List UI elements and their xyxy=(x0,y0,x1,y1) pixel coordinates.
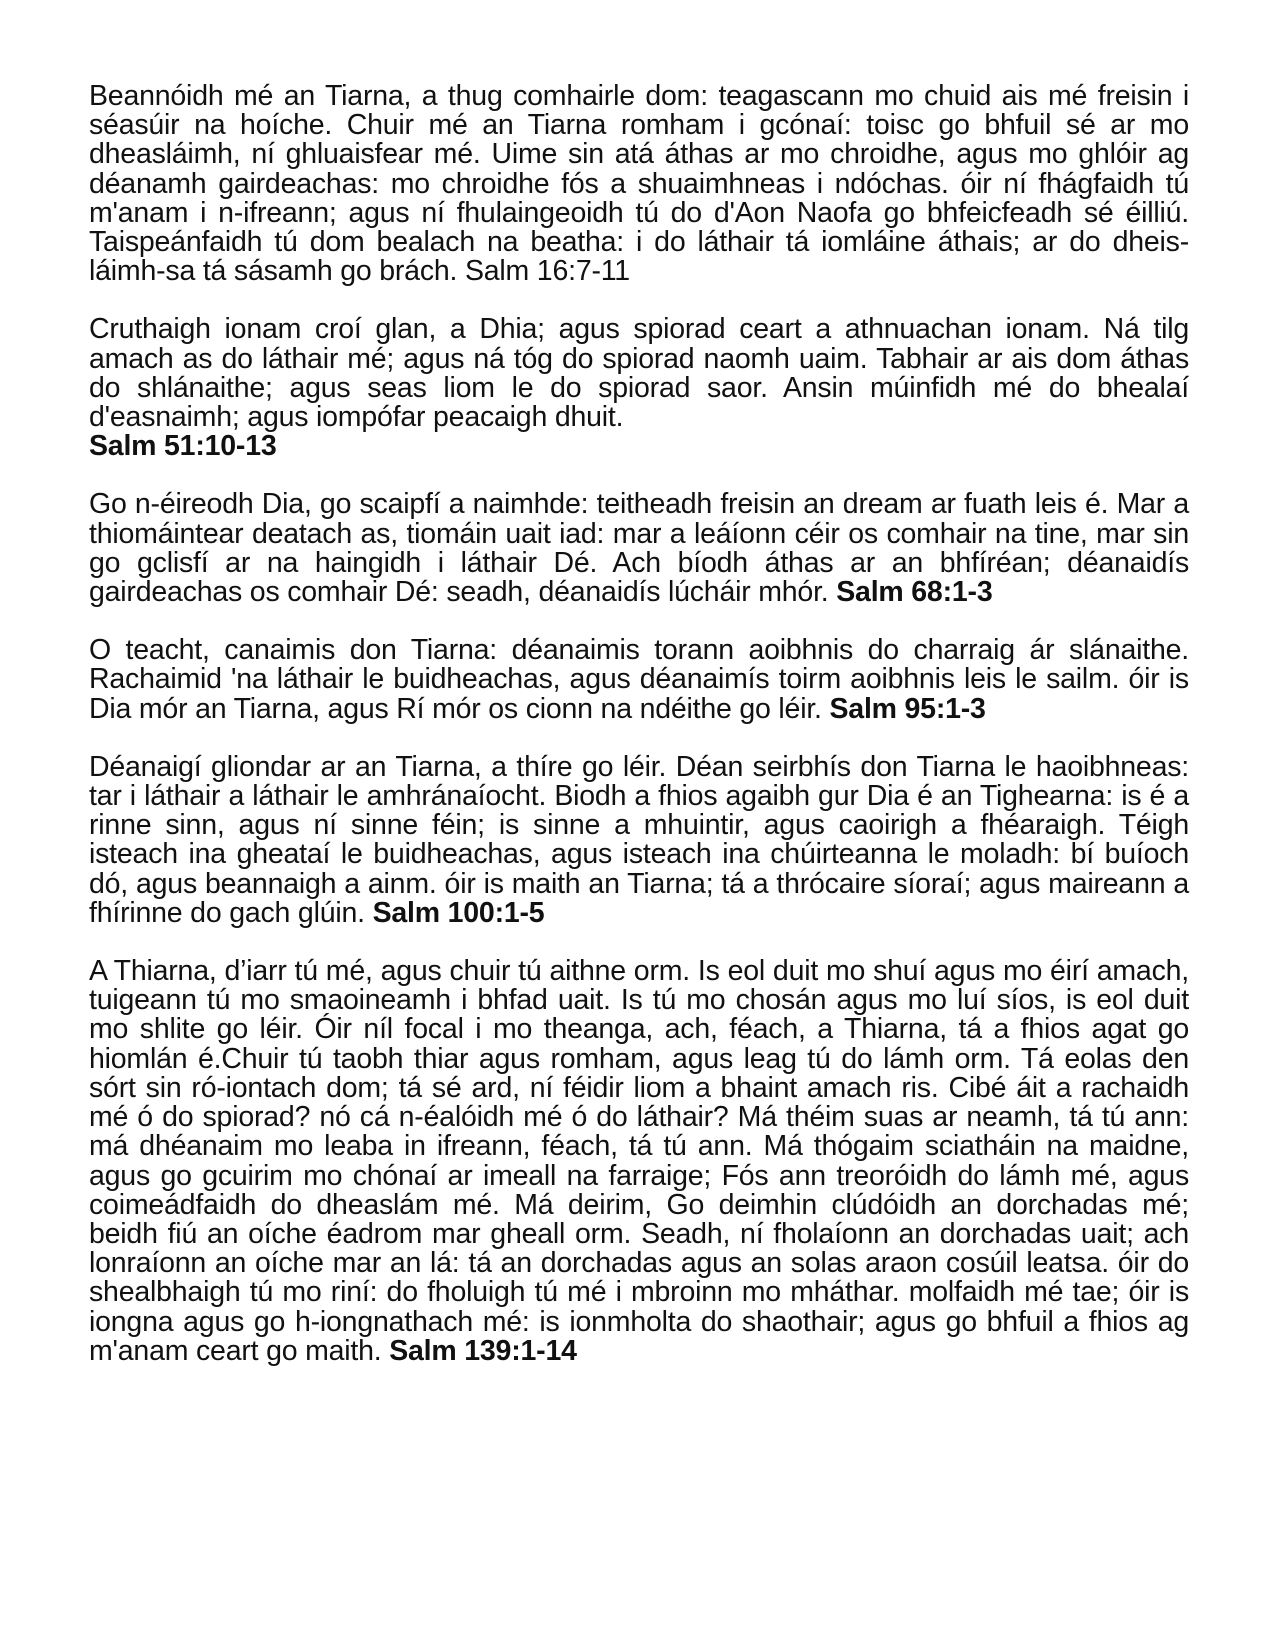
psalm-68-passage xyxy=(89,490,1189,607)
passage-reference: Salm 68:1-3 xyxy=(836,576,993,609)
passage-text: Déanaigí gliondar ar an Tiarna, a thíre go léir. Déan seirbhís don Tiarna le haoibhneas: tar i láthair a láthair le amhránaíocht. Biodh a fhios agaibh gur Dia é an Tighearna: is é a rinne sinn, agus ní sinne féin; is sinne a mhuintir, agus caoirigh a fhéaraigh. Téigh isteach ina gheataí le buidheachas, agus isteach ina chúirteanna le moladh: bí buíoch dó, agus beannaigh a ainm. óir is maith an Tiarna; tá a thrócaire síoraí; agus maireann a fhírinne do gach glúin. xyxy=(89,750,1189,929)
psalm-16-passage xyxy=(89,82,1189,286)
document-page xyxy=(89,82,1189,1395)
psalm-95-passage xyxy=(89,636,1189,724)
psalm-51-passage xyxy=(89,315,1189,461)
psalm-100-passage xyxy=(89,750,1189,929)
passage-reference: Salm 51:10-13 xyxy=(89,430,277,463)
passage-text: O teacht, canaimis don Tiarna: déanaimis torann aoibhnis do charraig ár slánaithe. Rachaimid 'na láthair le buidheachas, agus déanaimís toirm aoibhnis leis le sailm. óir is Dia mór an Tiarna, agus Rí mór os cionn na ndéithe go léir. xyxy=(89,634,1189,725)
passage-text: Beannóidh mé an Tiarna, a thug comhairle dom: teagascann mo chuid ais mé freisin i séasúir na hoíche. Chuir mé an Tiarna romham i gcónaí: toisc go bhfuil sé ar mo dheasláimh, ní ghluaisfear mé. Uime sin atá áthas ar mo chroidhe, agus mo ghlóir ag déanamh gairdeachas: mo chroidhe fós a shuaimhneas i ndóchas. óir ní fhágfaidh tú m'anam i n-ifreann; agus ní fhulaingeoidh tú do d'Aon Naofa go bhfeicfeadh sé éilliú. Taispeánfaidh tú dom bealach na beatha: i do láthair tá iomláine áthais; ar do dheis-láimh-sa tá sásamh go brách. Salm 16:7-11 xyxy=(89,80,1189,288)
passage-reference: Salm 95:1-3 xyxy=(829,692,986,725)
passage-text: Cruthaigh ionam croí glan, a Dhia; agus spiorad ceart a athnuachan ionam. Ná tilg amach as do láthair mé; agus ná tóg do spiorad naomh uaim. Tabhair ar ais dom áthas do shlánaithe; agus seas liom le do spiorad saor. Ansin múinfidh mé do bhealaí d'easnaimh; agus iompófar peacaigh dhuit. xyxy=(89,313,1189,434)
passage-reference: Salm 139:1-14 xyxy=(389,1334,577,1367)
passage-reference: Salm 100:1-5 xyxy=(372,896,545,929)
psalm-139-passage xyxy=(89,957,1189,1366)
passage-text: Go n-éireodh Dia, go scaipfí a naimhde: teitheadh freisin an dream ar fuath leis é. Mar a thiomáintear deatach as, tiomáin uait iad: mar a leáíonn céir os comhair na tine, mar sin go gclisfí ar na haingidh i láthair Dé. Ach bíodh áthas ar an bhfíréan; déanaidís gairdeachas os comhair Dé: seadh, déanaidís lúcháir mhór. xyxy=(89,488,1189,609)
passage-text: A Thiarna, d’iarr tú mé, agus chuir tú aithne orm. Is eol duit mo shuí agus mo éirí amach, tuigeann tú mo smaoineamh i bhfad uait. Is tú mo chosán agus mo luí síos, is eol duit mo shlite go léir. Óir níl focal i mo theanga, ach, féach, a Thiarna, tá a fhios agat go hiomlán é.Chuir tú taobh thiar agus romham, agus leag tú do lámh orm. Tá eolas den sórt sin ró-iontach dom; tá sé ard, ní féidir liom a bhaint amach ris. Cibé áit a rachaidh mé ó do spiorad? nó cá n-éalóidh mé ó do láthair? Má théim suas ar neamh, tá tú ann: má dhéanaim mo leaba in ifreann, féach, tá tú ann. Má thógaim sciatháin na maidne, agus go gcuirim mo chónaí ar imeall na farraige; Fós ann treoróidh do lámh mé, agus coimeádfaidh do dheaslám mé. Má deirim, Go deimhin clúdóidh an dorchadas mé; beidh fiú an oíche éadrom mar gheall orm. Seadh, ní fholaíonn an dorchadas uait; ach lonraíonn an oíche mar an lá: tá an dorchadas agus an solas araon cosúil leatsa. óir do shealbhaigh tú mo riní: do fholuigh tú mé i mbroinn mo mháthar. molfaidh mé tae; óir is iongna agus go h-iongnathach mé: is ionmholta do shaothair; agus go bhfuil a fhios ag m'anam ceart go maith. xyxy=(89,955,1189,1367)
